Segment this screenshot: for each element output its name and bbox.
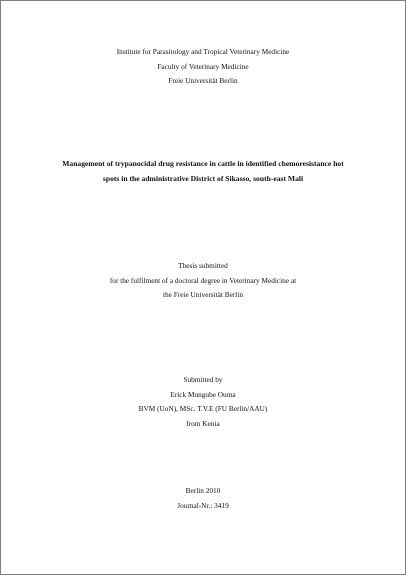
publication-info [1,484,405,513]
author-block [1,373,405,431]
thesis-title-line: spots in the administrative District of Sikasso, south-east Mali [102,173,304,183]
institute-name: Institute for Parasitology and Tropical Veterinary Medicine [116,47,290,56]
degree-university: the Freie Universität Berlin [162,290,244,299]
faculty-name: Faculty of Veterinary Medicine [157,61,249,71]
place-year: Berlin 2010 [185,486,221,495]
author-name: Erick Mungube Ouma [170,389,236,399]
journal-number: Journal-Nr.: 3419 [177,500,229,510]
thesis-statement [1,259,405,303]
author-credentials: BVM (UoN), MSc. T.V.E (FU Berlin/AAU) [138,404,268,413]
thesis-title-line: Management of trypanocidal drug resistance in cattle in identified chemoresistance hot [62,159,344,168]
degree-purpose: for the fulfilment of a doctoral degree in Veterinary Medicine at [109,275,297,285]
institution-block [1,45,405,89]
thesis-title [1,157,405,187]
university-name: Freie Universität Berlin [168,76,238,85]
author-origin: from Kenia [186,418,220,428]
thesis-submitted-label: Thesis submitted [178,261,228,270]
submitted-by-label: Submitted by [183,375,223,384]
